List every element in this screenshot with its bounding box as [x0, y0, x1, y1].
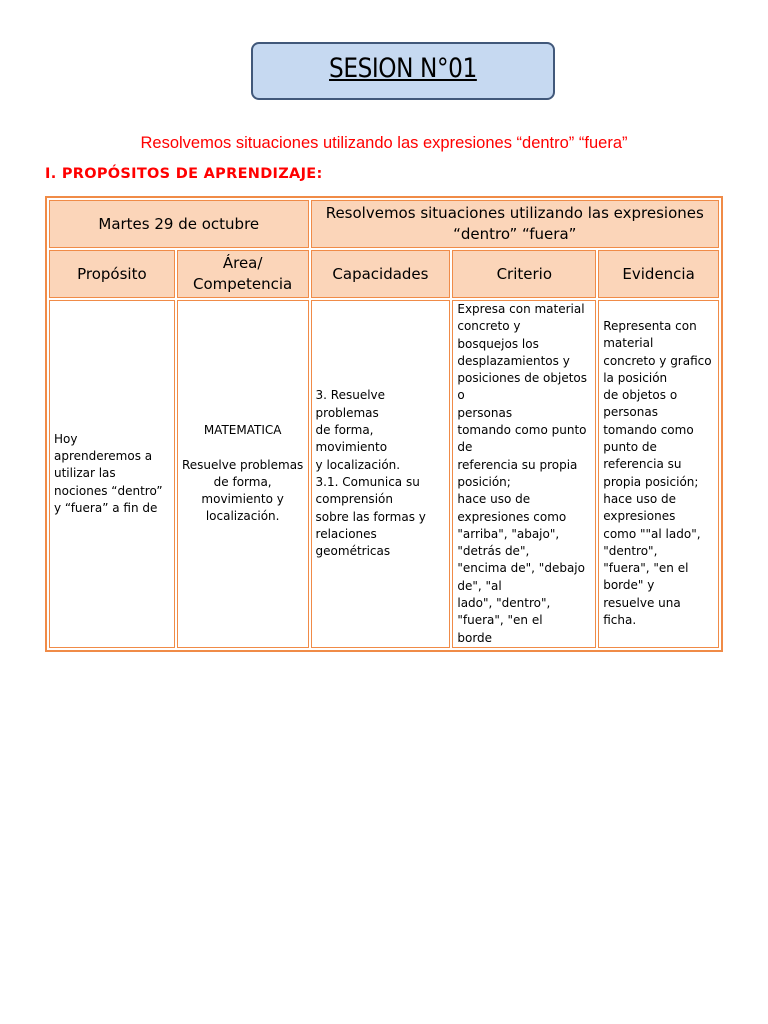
area-competencia-cell — [177, 300, 309, 648]
session-title-box — [251, 42, 555, 100]
date-cell: Martes 29 de octubre — [49, 200, 309, 248]
session-subtitle: Resolvemos situaciones utilizando las expresiones “dentro” “fuera” — [140, 134, 628, 152]
evidencia-cell: Representa con material concreto y grafico la posición de objetos o personas tomando como punto de referencia su propia posición; hace uso de expresiones como ""al lado", "dentro", "fuera", "en el borde" y resuelve una ficha. — [598, 300, 719, 648]
proposito-cell: Hoy aprenderemos a utilizar las nociones “dentro” y “fuera” a fin de — [49, 300, 175, 648]
criterio-cell: Expresa con material concreto y bosquejos los desplazamientos y posiciones de objetos o personas tomando como punto de referencia su propia posición; hace uso de expresiones como "arriba", "abajo", "detrás de", "encima de", "debajo de", "al lado", "dentro", "fuera", "en el borde — [452, 300, 596, 648]
area-name: MATEMATICA — [203, 423, 282, 438]
table-row — [49, 300, 719, 648]
session-title: SESION N°01 — [329, 52, 477, 84]
header-area-competencia: Área/ Competencia — [177, 250, 309, 298]
capacidades-cell: 3. Resuelve problemas de forma, movimiento y localización. 3.1. Comunica su comprensión sobre las formas y relaciones geométricas — [311, 300, 451, 648]
header-proposito: Propósito — [49, 250, 175, 298]
header-criterio: Criterio — [452, 250, 596, 298]
theme-cell: Resolvemos situaciones utilizando las expresiones “dentro” “fuera” — [311, 200, 719, 248]
section-heading: I. PROPÓSITOS DE APRENDIZAJE: — [45, 166, 323, 182]
header-capacidades: Capacidades — [311, 250, 451, 298]
learning-purposes-table — [45, 196, 723, 652]
header-evidencia: Evidencia — [598, 250, 719, 298]
competencia-text: Resuelve problemas de forma, movimiento y localización. — [181, 457, 304, 524]
